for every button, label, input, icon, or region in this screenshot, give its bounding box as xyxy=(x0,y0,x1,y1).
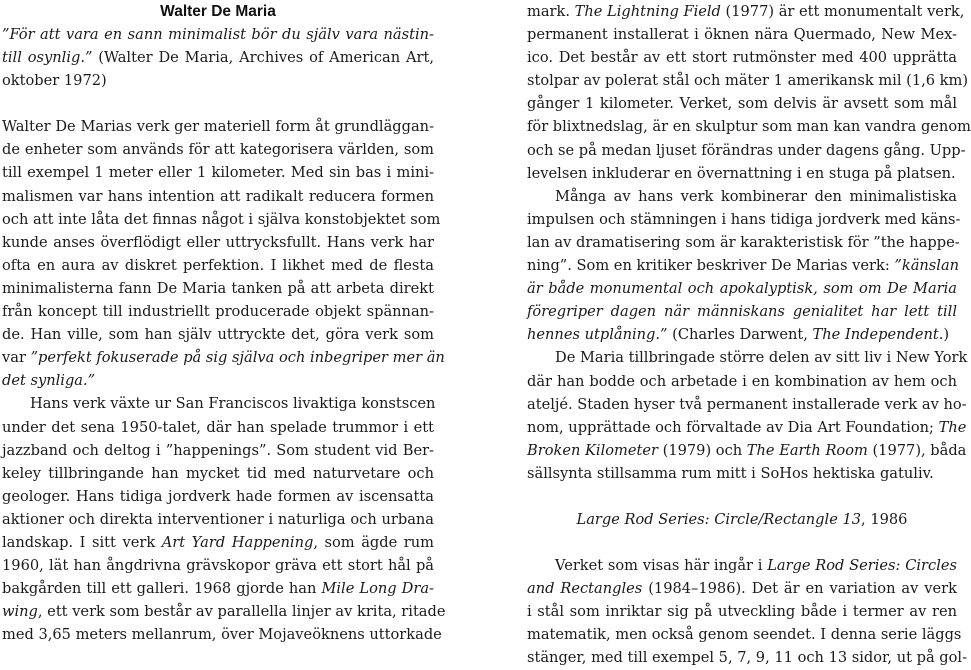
quote-text: det synliga.” xyxy=(2,372,96,390)
text-line: de enheter som används för att kategorisera världen, som xyxy=(2,141,434,159)
text-line: geologer. Hans tidiga jordverk hade formen av iscensatta xyxy=(2,487,434,505)
text-line: Många av hans verk kombinerar den minimalistiska xyxy=(555,187,957,205)
text-line: levelsen inkluderar en övernattning i en stuga på platsen. xyxy=(527,164,956,182)
quote-text: ”perfekt fokuserade på sig själva och inbegriper mer än xyxy=(30,349,445,367)
text-line: permanent installerat i öknen nära Quermado, New Mex- xyxy=(527,26,957,44)
text-line xyxy=(2,46,434,69)
text-run: Verket som visas här ingår i xyxy=(555,557,768,575)
text-line: i stål som inriktar sig på utveckling både i termer av ren xyxy=(527,603,957,621)
quote-source: (Walter De Maria, Archives of American Art, xyxy=(92,49,434,67)
text-line: De Maria tillbringade större delen av sitt liv i New York xyxy=(555,349,968,367)
quote-text: ”känslan xyxy=(894,257,960,275)
text-line xyxy=(527,439,967,462)
text-line xyxy=(527,554,957,577)
artwork-title: Art Yard Happening xyxy=(161,533,314,551)
artwork-title: and Rectangles xyxy=(527,580,643,598)
publication-title: The Independent xyxy=(812,326,939,344)
history-paragraph xyxy=(2,392,446,646)
text-line: sällsynta stillsamma rum mitt i SoHos hektiska gatuliv. xyxy=(527,464,934,482)
text-line xyxy=(527,577,957,600)
artwork-title: The Earth Room xyxy=(746,441,868,459)
artwork-title: Large Rod Series: Circles xyxy=(767,557,957,575)
text-run: (Charles Darwent, xyxy=(667,326,813,344)
text-line: från koncept till industriellt producerade objekt spännan- xyxy=(2,303,434,321)
text-line: 1960, lät han ångdrivna grävskopor gräva ett stort hål på xyxy=(2,557,434,575)
quote-text: ”För att vara en sann minimalist bör du själv vara nästin- xyxy=(2,26,434,43)
text-line xyxy=(527,323,957,346)
text-run: mark. xyxy=(527,3,575,20)
text-run: (1984–1986). Det är en variation av verk xyxy=(642,580,957,598)
left-column xyxy=(2,0,446,646)
text-line: matematik, men också genom seendet. I denna serie läggs xyxy=(527,626,962,644)
text-line xyxy=(527,0,965,23)
large-rod-paragraph xyxy=(527,554,968,669)
text-line: under det sena 1950-talet, där han spelade trummor i ett xyxy=(2,418,434,436)
epigraph xyxy=(2,23,434,92)
text-line: stänger, med till exempel 5, 7, 9, 11 och 13 sidor, ut på gol- xyxy=(527,649,968,667)
text-line: till exempel 1 meter eller 1 kilometer. Med sin bas i mini- xyxy=(2,164,434,182)
text-line: malismen var hans intention att radikalt reducera formen xyxy=(2,187,434,205)
text-line: för blixtnedslag, är en skulptur som man kan vandra genom xyxy=(527,118,971,136)
text-line: impulsen och stämningen i hans tidiga jordverk med käns- xyxy=(527,210,961,228)
text-line: Walter De Marias verk ger materiell form åt grundläggan- xyxy=(2,118,434,136)
artwork-title: Large Rod Series: Circle/Rectangle 13 xyxy=(576,510,862,528)
text-run: (1979) och xyxy=(657,441,747,459)
text-line: ico. Det består av ett stort rutmönster med 400 upprätta xyxy=(527,49,957,67)
text-run: var xyxy=(2,349,31,367)
new-york-paragraph xyxy=(527,346,968,485)
text-line xyxy=(2,600,446,623)
text-run: .) xyxy=(938,326,950,344)
text-line: keley tillbringande han mycket tid med naturvetare och xyxy=(2,464,434,482)
text-line: jazzband och deltog i ”happenings”. Som student vid Ber- xyxy=(2,441,434,459)
text-line: minimalisterna fann De Maria tanken på att arbeta direkt xyxy=(2,279,434,297)
artwork-title: Broken Kilometer xyxy=(527,441,658,459)
text-line: kunde anses överflödigt eller uttrycksfullt. Hans verk har xyxy=(2,233,434,251)
text-run: , ett verk som består av parallella linjer av krita, ritade xyxy=(37,603,446,621)
critic-paragraph xyxy=(527,185,961,347)
text-line: gånger 1 kilometer. Verket, som delvis är avsett som mål xyxy=(527,95,957,113)
text-line: och att inte låta det finnas något i själva konstobjektet som xyxy=(2,210,441,228)
page-title: Walter De Maria xyxy=(160,3,276,20)
text-line xyxy=(527,254,960,277)
right-column xyxy=(527,0,971,670)
text-line: Hans verk växte ur San Franciscos livaktiga konstscen xyxy=(30,395,436,413)
intro-paragraph xyxy=(2,115,445,392)
text-line: stolpar av polerat stål och mäter 1 amerikansk mil (1,6 km) xyxy=(527,72,969,90)
quote-text: föregriper dagen när människans genialitet har lett till xyxy=(527,303,957,321)
text-line xyxy=(527,300,957,323)
artwork-title: The xyxy=(938,418,967,436)
caption-year: , 1986 xyxy=(861,510,908,528)
text-line xyxy=(2,531,434,554)
text-line: och se på medan ljuset förändras under dagens gång. Upp- xyxy=(527,141,966,159)
quote-text: hennes utplåning.” xyxy=(527,326,668,344)
text-run: , som ägde rum xyxy=(313,533,435,551)
lightning-field-paragraph xyxy=(527,0,971,185)
text-line: aktioner och direkta interventioner i naturliga och urbana xyxy=(2,510,434,528)
quote-text: till osynlig.” xyxy=(2,49,93,67)
text-line: där han bodde och arbetade i en kombination av hem och xyxy=(527,372,957,390)
artwork-title: Mile Long Dra- xyxy=(321,580,434,598)
text-run: ning”. Som en kritiker beskriver De Marias verk: xyxy=(527,257,895,275)
text-line xyxy=(2,23,434,46)
text-run: nom, upprättade och förvaltade av Dia Art Foundation; xyxy=(527,418,939,436)
text-line xyxy=(2,346,445,369)
text-line: de. Han ville, som han själv uttryckte det, göra verk som xyxy=(2,326,434,344)
artwork-title: The Lightning Field xyxy=(574,3,721,20)
text-line: lan av dramatisering som är karakteristisk för ”the happe- xyxy=(527,233,960,251)
text-line xyxy=(527,277,957,300)
text-line: ateljé. Staden hyser två permanent installerade verk av ho- xyxy=(527,395,967,413)
artwork-caption xyxy=(527,508,957,531)
artwork-title: wing xyxy=(2,603,38,621)
text-line xyxy=(2,369,434,392)
text-line xyxy=(2,577,434,600)
text-line: med 3,65 meters mellanrum, över Mojaveöknens uttorkade xyxy=(2,626,442,644)
text-line xyxy=(527,416,967,439)
text-run: (1977) är ett monumentalt verk, xyxy=(720,3,965,20)
text-line: ofta en aura av diskret perfektion. I likhet med de flesta xyxy=(2,256,434,274)
text-run: landskap. I sitt verk xyxy=(2,533,162,551)
quote-text: är både monumental och apokalyptisk, som om De Maria xyxy=(527,280,957,298)
text-run: bakgården till ett galleri. 1968 gjorde han xyxy=(2,580,322,598)
text-line: oktober 1972) xyxy=(2,72,107,90)
text-run: (1977), båda xyxy=(867,441,967,459)
